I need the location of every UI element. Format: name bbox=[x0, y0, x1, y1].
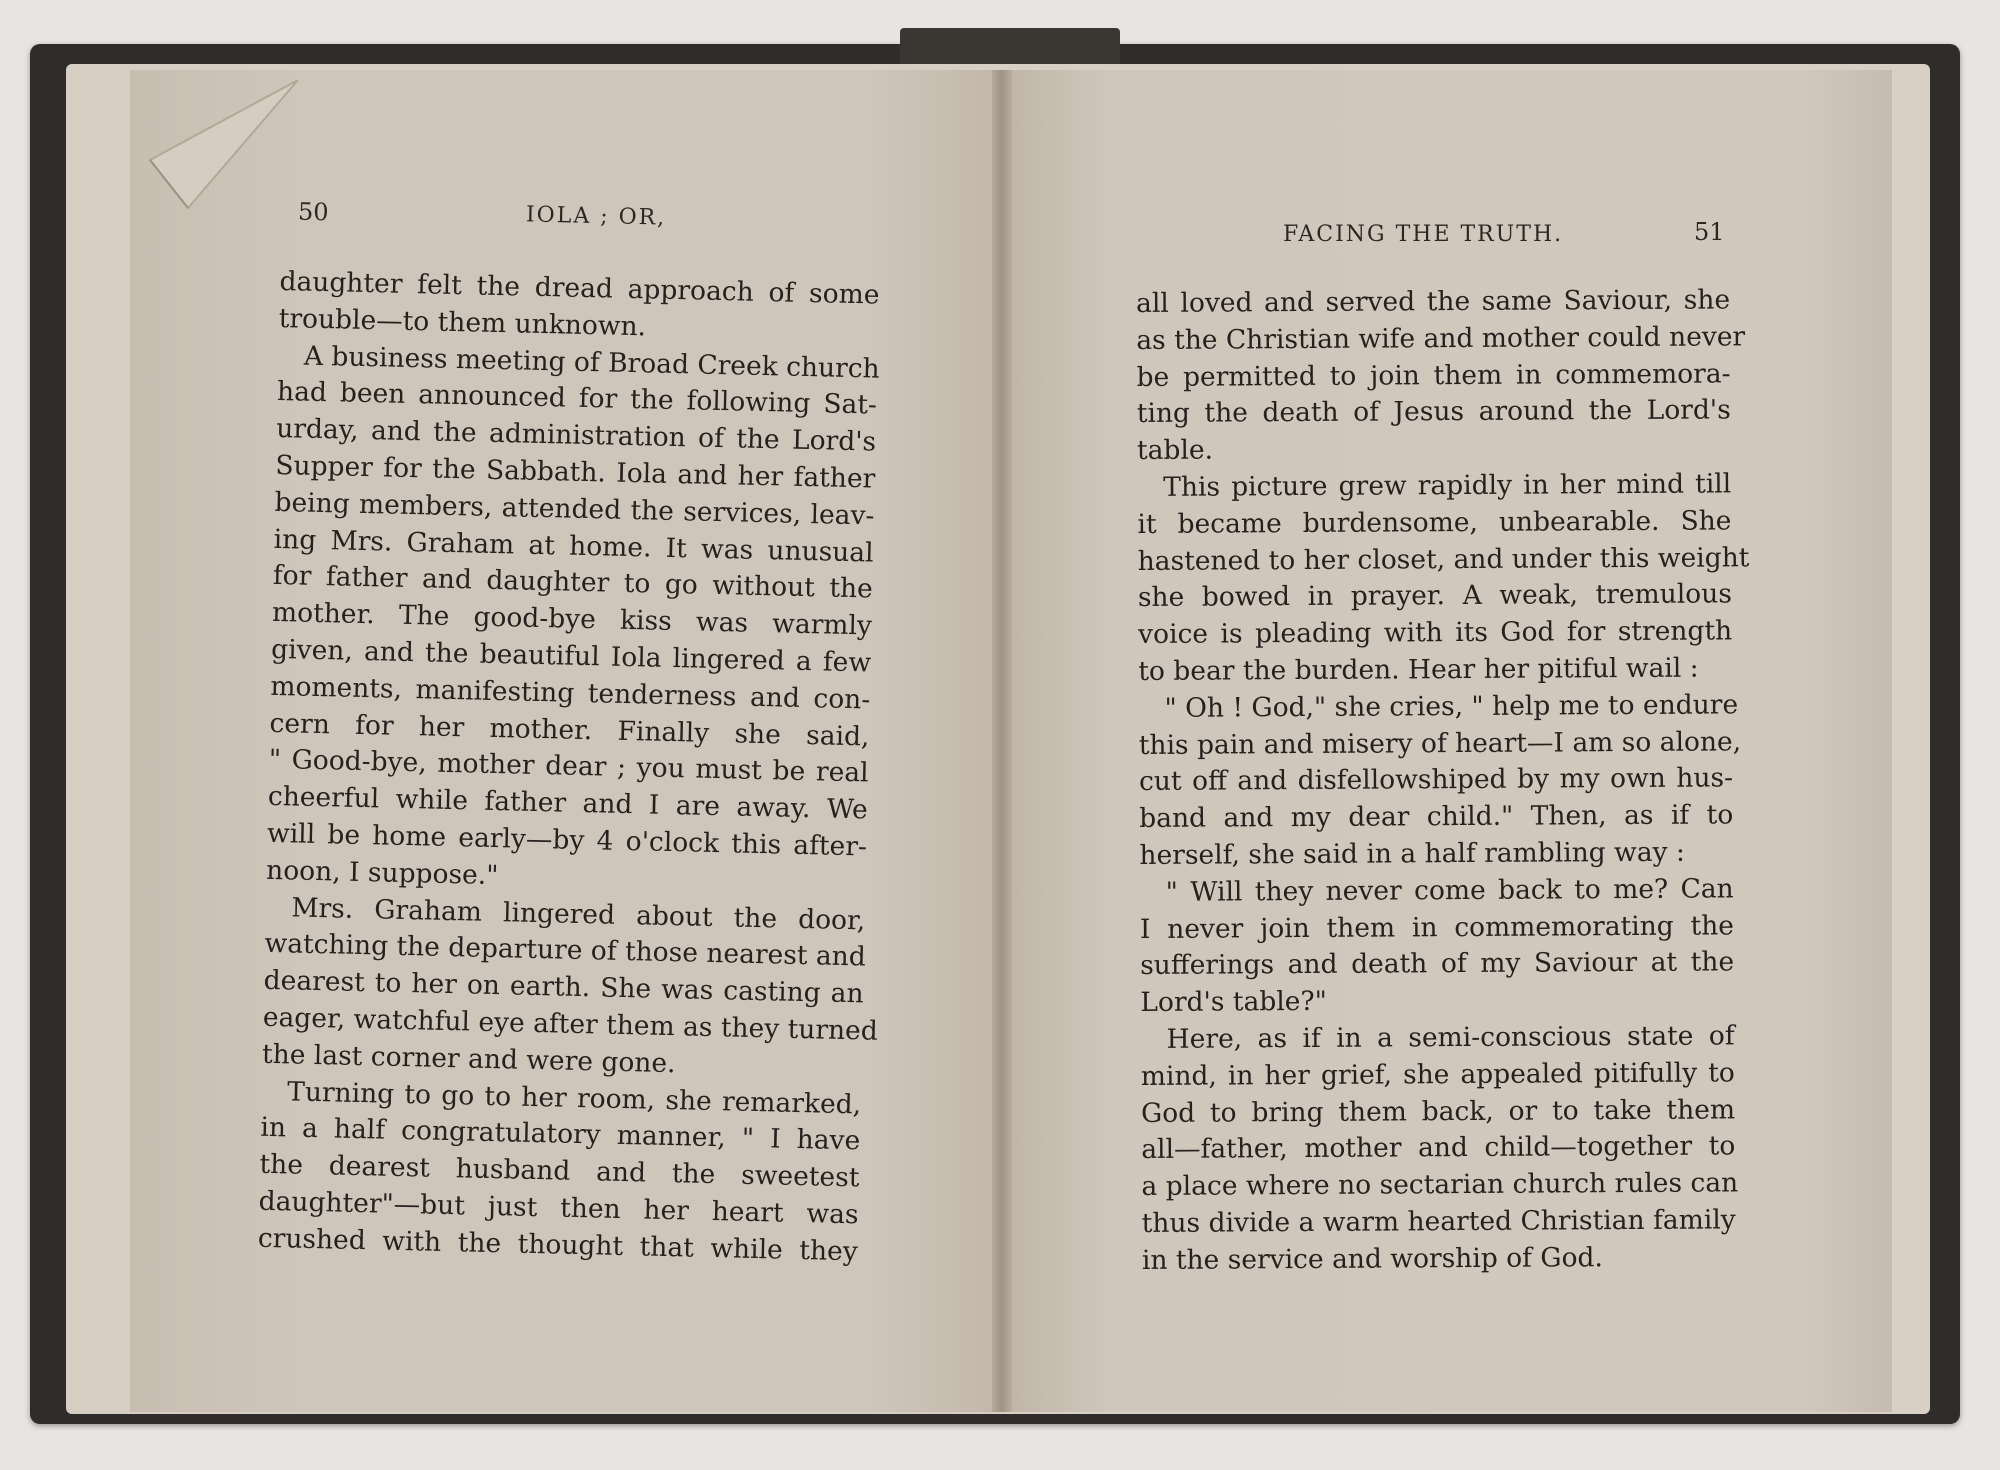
text-line: mind, in her grief, she appealed pitifully to bbox=[1140, 1057, 1735, 1092]
text-line: daughter felt the dread approach of some bbox=[279, 265, 880, 311]
text-line: the dearest husband and the sweetest bbox=[259, 1148, 860, 1194]
text-line: will be home early—by 4 o'clock this after- bbox=[266, 817, 868, 863]
text-line: cheerful while father and I are away. We bbox=[267, 781, 869, 826]
text-line: the last corner and were gone. bbox=[261, 1038, 676, 1079]
text-line: God to bring them back, or to take them bbox=[1140, 1093, 1736, 1129]
text-line: Lord's table?" bbox=[1140, 985, 1327, 1019]
text-line: dearest to her on earth. She was casting an bbox=[263, 964, 864, 1010]
right-page-text bbox=[1136, 282, 1750, 1279]
text-line: in the service and worship of God. bbox=[1141, 1241, 1603, 1276]
text-line: noon, I suppose." bbox=[265, 854, 499, 891]
text-line: be permitted to join them in commemora- bbox=[1136, 357, 1731, 393]
text-line: sufferings and death of my Saviour at the bbox=[1140, 946, 1735, 982]
text-line: to bear the burden. Hear her pitiful wail : bbox=[1138, 652, 1699, 687]
text-line: trouble—to them unknown. bbox=[278, 302, 647, 343]
text-line: all—father, mother and child—together to bbox=[1141, 1130, 1736, 1166]
text-line: Turning to go to her room, she remarked, bbox=[286, 1075, 862, 1120]
text-line: urday, and the administration of the Lord's bbox=[275, 413, 877, 458]
text-line: table. bbox=[1136, 434, 1214, 467]
text-line: I never join them in commemorating the bbox=[1139, 909, 1735, 945]
text-line: as the Christian wife and mother could never bbox=[1136, 321, 1746, 356]
text-line: in a half congratulatory manner, " I have bbox=[260, 1112, 861, 1157]
right-running-head: FACING THE TRUTH. bbox=[1283, 222, 1564, 247]
text-line: a place where no sectarian church rules can bbox=[1141, 1167, 1739, 1203]
text-line: had been announced for the following Sat- bbox=[276, 376, 878, 421]
text-line: watching the departure of those nearest and bbox=[264, 928, 867, 973]
text-line: " Will they never come back to me? Can bbox=[1165, 873, 1734, 908]
text-line: crushed with the thought that while they bbox=[257, 1222, 859, 1268]
text-line: cern for her mother. Finally she said, bbox=[269, 707, 870, 753]
text-line: band and my dear child." Then, as if to bbox=[1139, 799, 1734, 835]
text-line: cut off and disfellowshiped by my own hus- bbox=[1138, 762, 1734, 798]
text-line: this pain and misery of heart—I am so alone, bbox=[1138, 725, 1742, 761]
page-gutter bbox=[992, 70, 1012, 1412]
text-line: mother. The good-bye kiss was warmly bbox=[271, 597, 873, 642]
left-page-number: 50 bbox=[297, 197, 329, 227]
right-page-number: 51 bbox=[1694, 218, 1725, 246]
text-line: thus divide a warm hearted Christian family bbox=[1141, 1204, 1736, 1239]
text-line: " Good-bye, mother dear ; you must be real bbox=[268, 744, 869, 789]
left-running-head: IOLA ; OR, bbox=[525, 202, 667, 231]
text-line: Mrs. Graham lingered about the door, bbox=[291, 891, 866, 936]
text-line: all loved and served the same Saviour, she bbox=[1136, 284, 1731, 319]
left-page-text bbox=[257, 264, 879, 1271]
text-line: " Oh ! God," she cries, " help me to endure bbox=[1164, 689, 1739, 724]
text-line: Here, as if in a semi-conscious state of bbox=[1166, 1020, 1735, 1055]
text-line: daughter"—but just then her heart was bbox=[258, 1185, 859, 1231]
text-line: being members, attended the services, leav- bbox=[274, 486, 875, 532]
text-line: ting the death of Jesus around the Lord's bbox=[1136, 394, 1731, 430]
text-line: it became burdensome, unbearable. She bbox=[1137, 505, 1732, 540]
text-line: given, and the beautiful Iola lingered a few bbox=[270, 633, 872, 679]
text-line: A business meeting of Broad Creek church bbox=[303, 340, 881, 385]
text-line: moments, manifesting tenderness and con- bbox=[270, 670, 871, 716]
text-line: she bowed in prayer. A weak, tremulous bbox=[1137, 578, 1732, 614]
text-line: voice is pleading with its God for strength bbox=[1138, 615, 1733, 651]
text-line: eager, watchful eye after them as they turned bbox=[262, 1001, 879, 1047]
text-line: This picture grew rapidly in her mind till bbox=[1163, 468, 1732, 503]
text-line: herself, she said in a half rambling way : bbox=[1139, 836, 1686, 871]
text-line: Supper for the Sabbath. Iola and her father bbox=[275, 449, 876, 495]
text-line: ing Mrs. Graham at home. It was unusual bbox=[273, 523, 874, 569]
dog-ear-fold-icon bbox=[148, 80, 308, 210]
text-line: hastened to her closet, and under this weight bbox=[1137, 541, 1750, 577]
text-line: for father and daughter to go without the bbox=[272, 560, 874, 605]
